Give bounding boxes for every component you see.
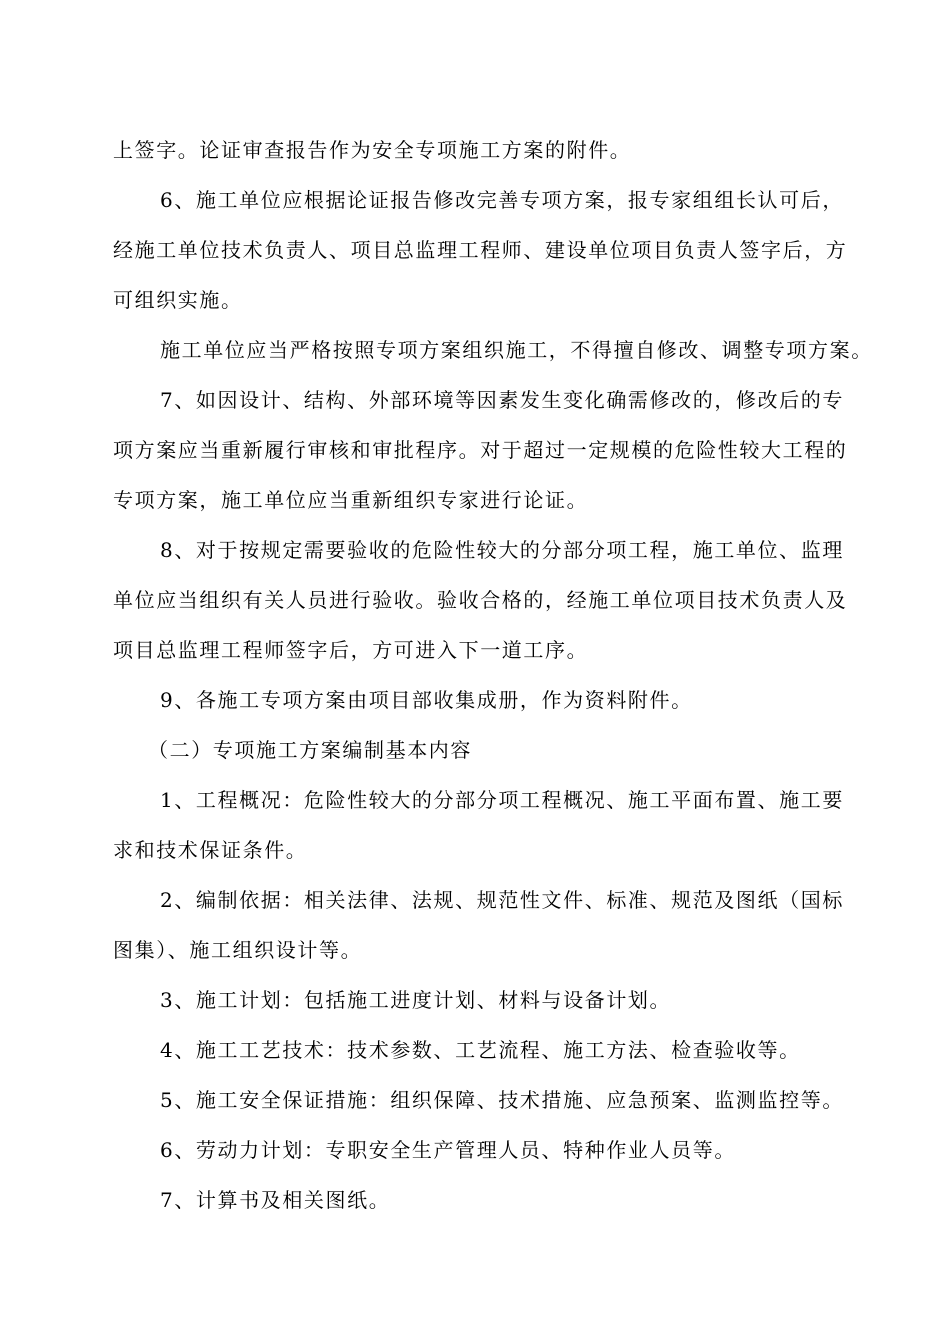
paragraph-line: 项目总监理工程师签字后，方可进入下一道工序。 — [113, 638, 589, 662]
paragraph-line: 6、施工单位应根据论证报告修改完善专项方案，报专家组组长认可后， — [160, 188, 844, 212]
paragraph-line: 项方案应当重新履行审核和审批程序。对于超过一定规模的危险性较大工程的 — [113, 438, 848, 462]
paragraph-line: 6、劳动力计划：专职安全生产管理人员、特种作业人员等。 — [160, 1138, 736, 1162]
paragraph-line: 施工单位应当严格按照专项方案组织施工，不得擅自修改、调整专项方案。 — [160, 338, 873, 362]
section-heading: （二）专项施工方案编制基本内容 — [148, 738, 472, 762]
paragraph-line: 4、施工工艺技术：技术参数、工艺流程、施工方法、检查验收等。 — [160, 1038, 801, 1062]
paragraph-line: 单位应当组织有关人员进行验收。验收合格的，经施工单位项目技术负责人及 — [113, 588, 848, 612]
paragraph-line: 专项方案，施工单位应当重新组织专家进行论证。 — [113, 488, 589, 512]
paragraph-line: 7、如因设计、结构、外部环境等因素发生变化确需修改的，修改后的专 — [160, 388, 844, 412]
paragraph-line: 1、工程概况：危险性较大的分部分项工程概况、施工平面布置、施工要 — [160, 788, 844, 812]
paragraph-line: 8、对于按规定需要验收的危险性较大的分部分项工程，施工单位、监理 — [160, 538, 844, 562]
paragraph-line: 3、施工计划：包括施工进度计划、材料与设备计划。 — [160, 988, 672, 1012]
paragraph-line: 求和技术保证条件。 — [113, 838, 308, 862]
paragraph-line: 2、编制依据：相关法律、法规、规范性文件、标准、规范及图纸（国标 — [160, 888, 844, 912]
paragraph-line: 图集）、施工组织设计等。 — [113, 938, 363, 962]
paragraph-line: 7、计算书及相关图纸。 — [160, 1188, 391, 1212]
paragraph-line: 经施工单位技术负责人、项目总监理工程师、建设单位项目负责人签字后，方 — [113, 238, 848, 262]
paragraph-line: 可组织实施。 — [113, 288, 243, 312]
paragraph-line: 上签字。论证审查报告作为安全专项施工方案的附件。 — [113, 138, 632, 162]
paragraph-line: 9、各施工专项方案由项目部收集成册，作为资料附件。 — [160, 688, 693, 712]
paragraph-line: 5、施工安全保证措施：组织保障、技术措施、应急预案、监测监控等。 — [160, 1088, 844, 1112]
